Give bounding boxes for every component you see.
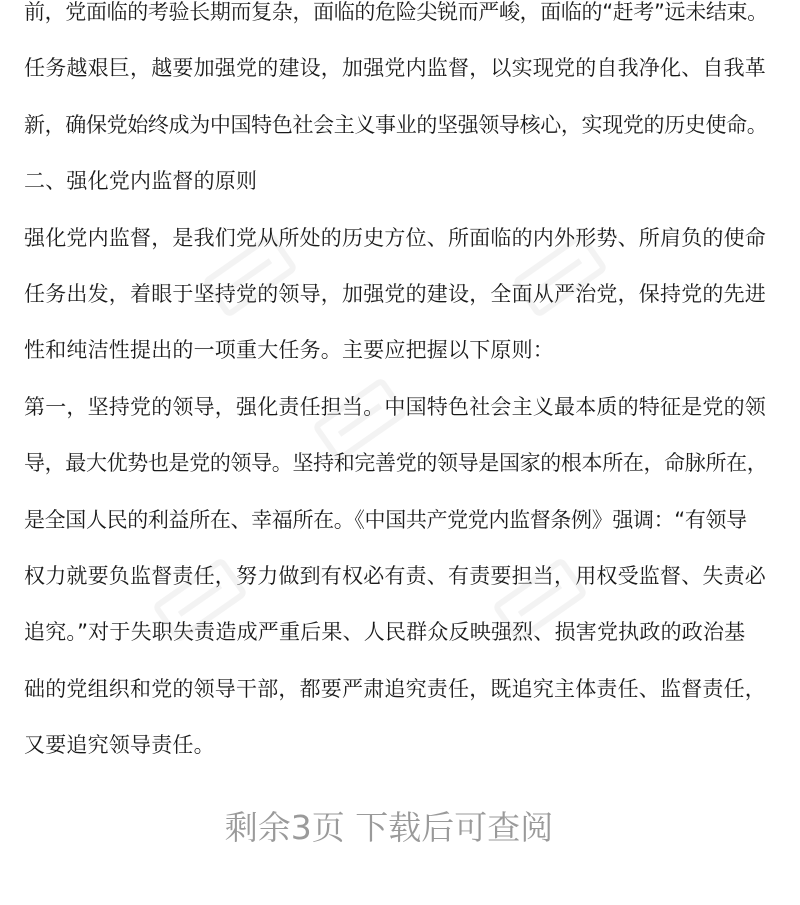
paragraph-line: 任务出发，着眼于坚持党的领导，加强党的建设，全面从严治党，保持党的先进 [24, 281, 766, 306]
remaining-pages-notice[interactable]: 剩余3页 下载后可查阅 [224, 808, 554, 847]
paragraph-line: 又要追究领导责任。 [24, 733, 215, 758]
paragraph-line: 新，确保党始终成为中国特色社会主义事业的坚强领导核心，实现党的历史使命。 [24, 112, 768, 137]
section-heading: 二、强化党内监督的原则 [24, 169, 258, 194]
paragraph-line: 是全国人民的利益所在、幸福所在。《中国共产党党内监督条例》强调：“有领导 [24, 507, 747, 532]
paragraph-line: 础的党组织和党的领导干部，都要严肃追究责任，既追究主体责任、监督责任， [24, 676, 766, 701]
paragraph-line: 追究。”对于失职失责造成严重后果、人民群众反映强烈、损害党执政的政治基 [24, 620, 746, 645]
paragraph-line: 任务越艰巨，越要加强党的建设，加强党内监督，以实现党的自我净化、自我革 [24, 56, 766, 81]
paragraph-line: 导，最大优势也是党的领导。坚持和完善党的领导是国家的根本所在，命脉所在， [24, 451, 768, 476]
paragraph-line: 第一，坚持党的领导，强化责任担当。中国特色社会主义最本质的特征是党的领 [24, 394, 766, 419]
paragraph-line: 性和纯洁性提出的一项重大任务。主要应把握以下原则： [24, 338, 554, 363]
paragraph-line: 强化党内监督，是我们党从所处的历史方位、所面临的内外形势、所肩负的使命 [24, 225, 766, 250]
document-body [24, 0, 784, 773]
paragraph-line: 权力就要负监督责任，努力做到有权必有责、有责要担当，用权受监督、失责必 [24, 563, 766, 588]
paragraph-line: 前，党面临的考验长期而复杂，面临的危险尖锐而严峻，面临的“赶考”远未结束。 [24, 0, 768, 24]
